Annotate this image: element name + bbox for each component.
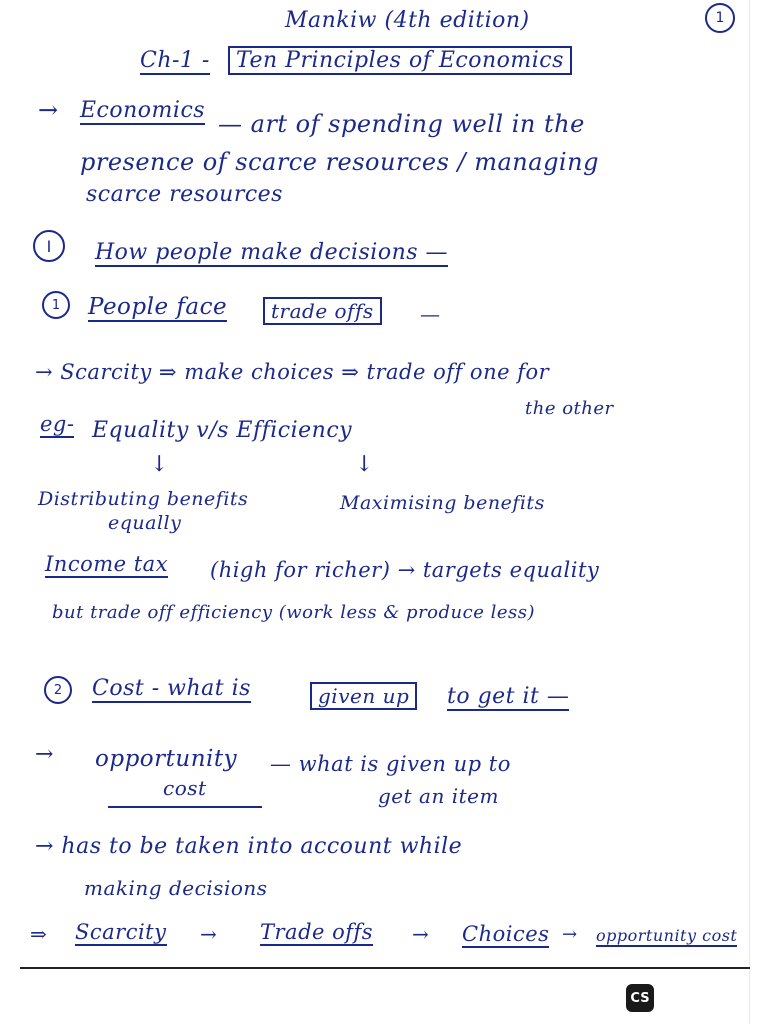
definition-line-2: presence of scarce resources / managing	[80, 148, 599, 176]
trade-offs-box: trade offs	[263, 297, 382, 325]
page-bottom-edge	[20, 967, 750, 969]
economics-term: Economics	[80, 98, 206, 123]
chain-scarcity: Scarcity	[75, 920, 167, 944]
left-result-line-2: equally	[108, 512, 182, 534]
definition-arrow: →	[38, 96, 59, 124]
camscanner-logo-text: CS	[630, 990, 650, 1006]
principle-2-circle	[44, 676, 72, 704]
example-text: Equality v/s Efficiency	[92, 418, 353, 443]
scarcity-line-cont: the other	[525, 398, 614, 419]
opportunity-term-1: opportunity	[95, 746, 238, 772]
principle-1-dash: —	[420, 302, 441, 326]
camscanner-logo	[626, 984, 654, 1012]
page-edge	[749, 0, 750, 1024]
left-result-line-1: Distributing benefits	[38, 488, 249, 510]
opportunity-def-2: get an item	[378, 784, 499, 808]
principle-2-label: Cost - what is	[92, 676, 251, 701]
income-tax-line: (high for richer) → targets equality	[210, 558, 600, 582]
example-label: eg-	[40, 412, 75, 436]
book-title: Mankiw (4th edition)	[285, 8, 530, 33]
principle-1-circle	[42, 291, 70, 319]
chain-arrow-2: →	[412, 922, 430, 946]
chain-start: ⇒	[30, 922, 48, 946]
income-tax-line-2: but trade off efficiency (work less & produce less)	[52, 602, 535, 623]
right-result: Maximising benefits	[340, 492, 545, 514]
opportunity-def-1: — what is given up to	[270, 752, 511, 776]
page-number: 1	[715, 10, 725, 26]
income-tax-label: Income tax	[45, 552, 169, 576]
chain-choices: Choices	[462, 922, 550, 946]
definition-line-3: scarce resources	[86, 182, 283, 207]
down-arrow-right: ↓	[355, 452, 374, 477]
principle-2-tail: to get it —	[447, 684, 570, 709]
chain-trade-offs: Trade offs	[260, 920, 374, 944]
chain-opportunity-cost: opportunity cost	[596, 926, 738, 945]
chain-arrow-1: →	[200, 922, 218, 946]
definition-line-1: — art of spending well in the	[218, 110, 585, 138]
principle-1-label: People face	[88, 294, 228, 320]
principle-2-number: 2	[53, 682, 63, 698]
chapter-title: Ten Principles of Economics	[228, 46, 572, 75]
principle-1-number: 1	[51, 297, 61, 313]
account-line-2: making decisions	[84, 876, 268, 900]
opportunity-term-2: cost	[108, 776, 262, 808]
given-up-box: given up	[310, 682, 417, 710]
chain-arrow-3: →	[562, 924, 578, 945]
page-number-circle	[705, 3, 735, 33]
down-arrow-left: ↓	[150, 452, 169, 477]
section-numeral: I	[46, 236, 52, 256]
opportunity-arrow: →	[35, 742, 54, 767]
section-heading: How people make decisions —	[95, 240, 449, 265]
scarcity-line: → Scarcity ⇒ make choices ⇒ trade off one for	[35, 360, 550, 384]
chapter-label: Ch-1 -	[140, 48, 210, 73]
section-numeral-circle	[33, 230, 65, 262]
account-line-1: → has to be taken into account while	[35, 834, 463, 859]
